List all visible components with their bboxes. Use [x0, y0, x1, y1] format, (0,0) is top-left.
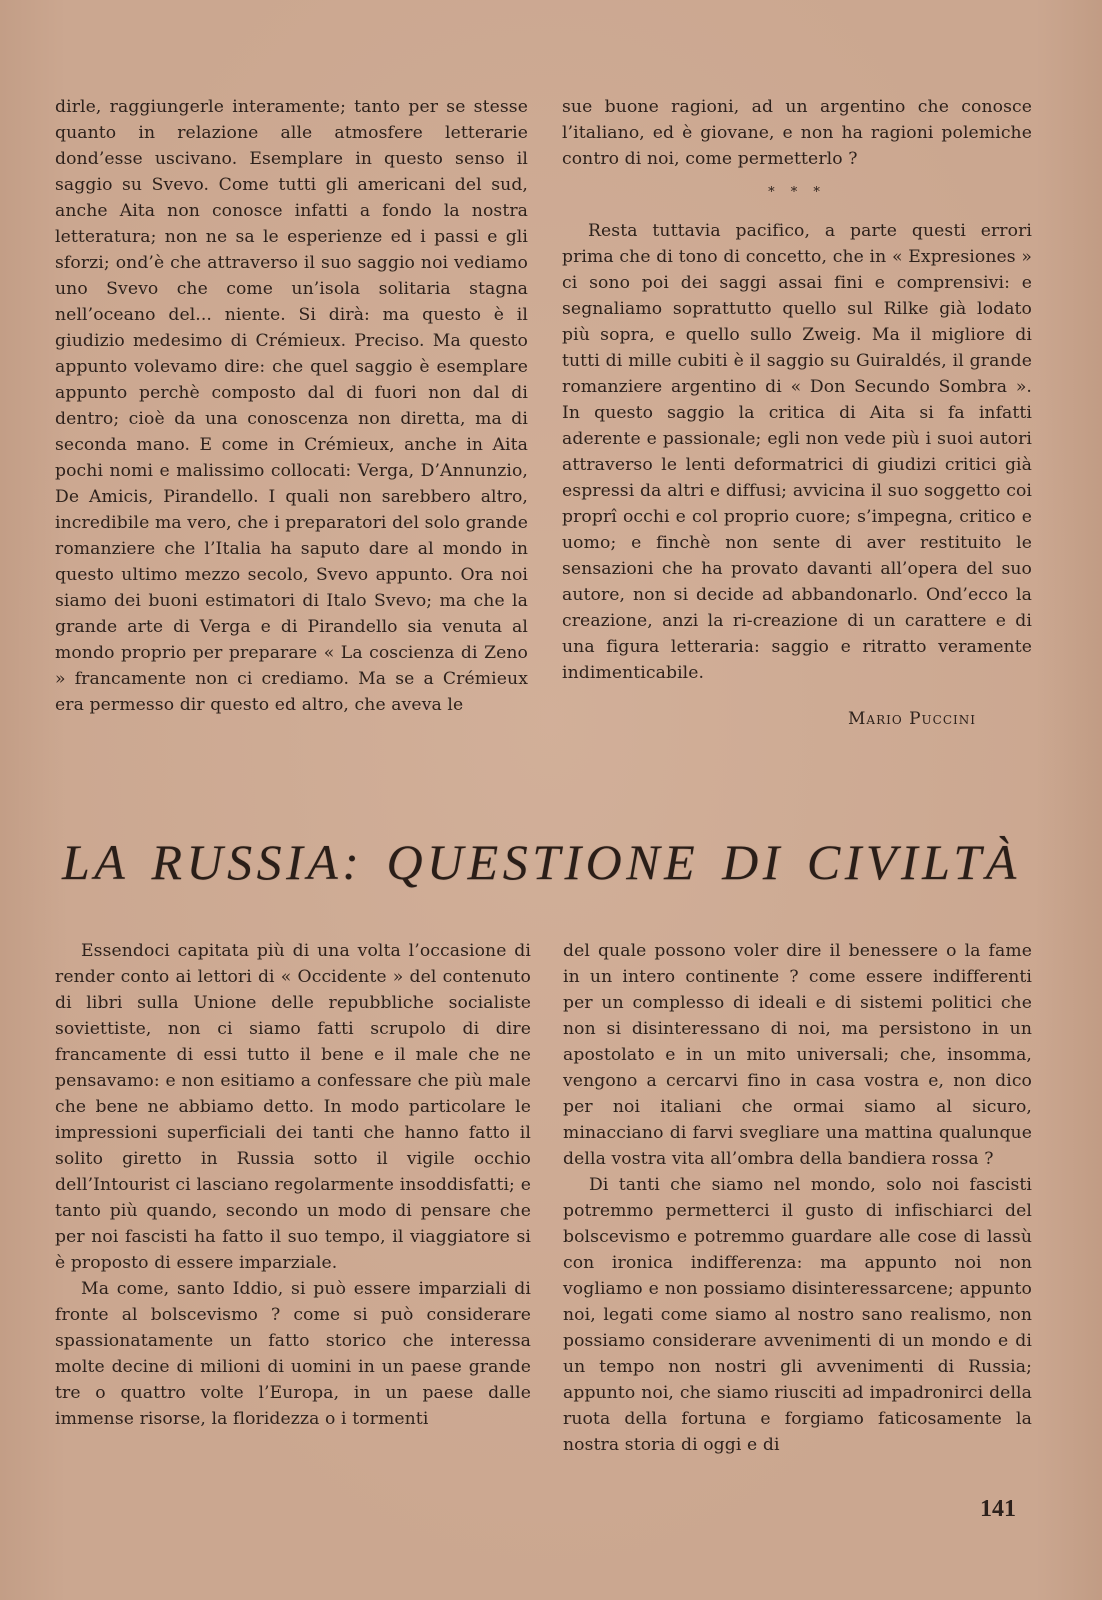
- top-right-column: [562, 94, 1032, 732]
- bottom-right-column: [563, 938, 1032, 1458]
- bottom-left-column: [55, 938, 531, 1432]
- section-separator: * * *: [768, 185, 826, 200]
- author-signature: Mario Puccini: [848, 709, 976, 729]
- top-left-column: [55, 94, 528, 718]
- body-paragraph: Resta tuttavia pacifico, a parte questi errori prima che di tono di concetto, che in « Expresiones » ci sono poi dei saggi assai fini e comprensivi: e segnaliamo soprattutto quello sul Rilke già lodato più sopra, e quello sullo Zweig. Ma il migliore di tutti di mille cubiti è il saggio su Guiraldés, il grande romanziere argentino di « Don Secundo Sombra ». In questo saggio la critica di Aita si fa infatti aderente e passionale; egli non vede più i suoi autori attraverso le lenti deformatrici di giudizi critici già espressi da altri e diffusi; avvicina il suo soggetto coi proprî occhi e col proprio cuore; s’impegna, critico e uomo; e finchè non sente di aver restituito le sensazioni che ha provato davanti all’opera del suo autore, non si decide ad abbandonarlo. Ond’ecco la creazione, anzi la ri-creazione di un carattere e di una figura letteraria: saggio e ritratto veramente indimenticabile.: [562, 221, 1032, 683]
- body-paragraph: Di tanti che siamo nel mondo, solo noi fascisti potremmo permetterci il gusto di infischiarci del bolscevismo e potremmo guardare alle cose di lassù con ironica indifferenza: ma appunto noi non vogliamo e non possiamo disinteressarcene; appunto noi, legati come siamo al nostro sano realismo, non possiamo considerare avvenimenti di un mondo e di un tempo non nostri gli avvenimenti di Russia; appunto noi, che siamo riusciti ad impadronirci della ruota della fortuna e forgiamo faticosamente la nostra storia di oggi e di: [563, 1175, 1032, 1455]
- body-paragraph: Essendoci capitata più di una volta l’occasione di render conto ai lettori di « Occidente » del contenuto di libri sulla Unione delle repubbliche socialiste soviettiste, non ci siamo fatti scrupolo di dire francamente di essi tutto il bene e il male che ne pensavamo: e non esitiamo a confessare che più male che bene ne abbiamo detto. In modo particolare le impressioni superficiali dei tanti che hanno fatto il solito giretto in Russia sotto il vigile occhio dell’Intourist ci lasciano regolarmente insoddisfatti; e tanto più quando, secondo un modo di pensare che per noi fascisti ha fatto il suo tempo, il viaggiatore si è proposto di essere imparziale.: [55, 941, 531, 1273]
- body-paragraph: Ma come, santo Iddio, si può essere imparziali di fronte al bolscevismo ? come si può considerare spassionatamente un fatto storico che interessa molte decine di milioni di uomini in un paese grande tre o quattro volte l’Europa, in un paese dalle immense risorse, la floridezza o i tormenti: [55, 1279, 531, 1429]
- body-paragraph: sue buone ragioni, ad un argentino che conosce l’italiano, ed è giovane, e non ha ragioni polemiche contro di noi, come permetterlo ?: [562, 97, 1032, 169]
- body-paragraph: del quale possono voler dire il benessere o la fame in un intero continente ? come essere indifferenti per un complesso di ideali e di sistemi politici che non si disinteressano di noi, ma persistono in un apostolato e in un mito universali; che, insomma, vengono a cercarvi fino in casa vostra e, non dico per noi italiani che ormai siamo al sicuro, minacciano di farvi svegliare una mattina qualunque della vostra vita all’ombra della bandiera rossa ?: [563, 941, 1032, 1169]
- body-paragraph: dirle, raggiungerle interamente; tanto per se stesse quanto in relazione alle atmosfere letterarie dond’esse uscivano. Esemplare in questo senso il saggio su Svevo. Come tutti gli americani del sud, anche Aita non conosce infatti a fondo la nostra letteratura; non ne sa le esperienze ed i passi e gli sforzi; ond’è che attraverso il suo saggio noi vediamo uno Svevo che come un’isola solitaria stagna nell’oceano del... niente. Si dirà: ma questo è il giudizio medesimo di Crémieux. Preciso. Ma questo appunto volevamo dire: che quel saggio è esemplare appunto perchè composto dal di fuori non dal di dentro; cioè da una conoscenza non diretta, ma di seconda mano. E come in Crémieux, anche in Aita pochi nomi e malissimo collocati: Verga, D’Annunzio, De Amicis, Pirandello. I quali non sarebbero altro, incredibile ma vero, che i preparatori del solo grande romanziere che l’Italia ha saputo dare al mondo in questo ultimo mezzo secolo, Svevo appunto. Ora noi siamo dei buoni estimatori di Italo Svevo; ma che la grande arte di Verga e di Pirandello sia venuta al mondo proprio per preparare « La coscienza di Zeno » francamente non ci crediamo. Ma se a Crémieux era permesso dir questo ed altro, che aveva le: [55, 97, 528, 715]
- page-number: 141: [980, 1496, 1016, 1522]
- article-title: LA RUSSIA: QUESTIONE DI CIVILTÀ: [62, 834, 1021, 890]
